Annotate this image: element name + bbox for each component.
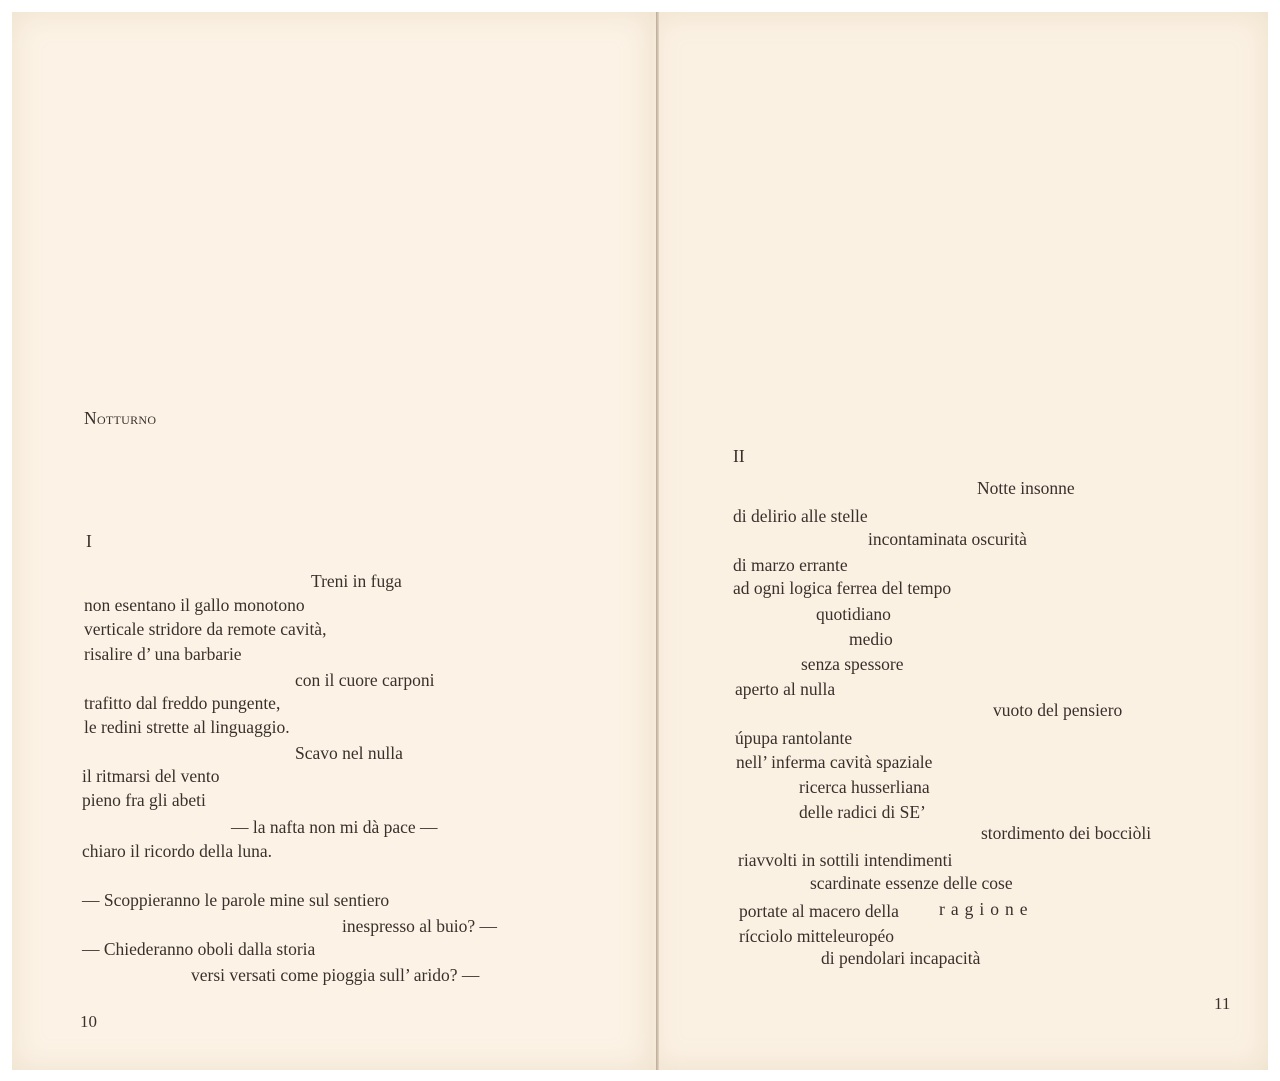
poem-line: ricerca husserliana bbox=[799, 777, 930, 797]
poem-line: inespresso al buio? — bbox=[342, 916, 498, 936]
poem-line: con il cuore carponi bbox=[295, 670, 435, 690]
section-number: I bbox=[86, 531, 92, 551]
poem-line-emphasis: ragione bbox=[939, 899, 1034, 919]
poem-line: trafitto dal freddo pungente, bbox=[84, 693, 281, 713]
page-number: 10 bbox=[80, 1012, 97, 1031]
poem-line: non esentano il gallo monotono bbox=[84, 595, 305, 615]
page-number: 11 bbox=[1214, 994, 1231, 1013]
poem-line: vuoto del pensiero bbox=[993, 700, 1123, 720]
poem-line: di pendolari incapacità bbox=[821, 948, 981, 968]
poem-line: — Chiederanno oboli dalla storia bbox=[82, 939, 316, 959]
poem-line: senza spessore bbox=[801, 654, 904, 674]
poem-line: stordimento dei bocciòli bbox=[981, 823, 1152, 843]
book-gutter bbox=[656, 12, 659, 1070]
poem-line: ad ogni logica ferrea del tempo bbox=[733, 578, 952, 598]
poem-line: Notte insonne bbox=[977, 478, 1075, 498]
poem-line: verticale stridore da remote cavità, bbox=[84, 619, 327, 639]
poem-line: riavvolti in sottili intendimenti bbox=[738, 850, 953, 870]
poem-line: rícciolo mitteleuropéo bbox=[739, 926, 895, 946]
poem-line: versi versati come pioggia sull’ arido? — bbox=[191, 965, 480, 985]
poem-line: incontaminata oscurità bbox=[868, 529, 1027, 549]
poem-line: il ritmarsi del vento bbox=[82, 766, 220, 786]
poem-line: le redini strette al linguaggio. bbox=[84, 717, 290, 737]
poem-line: di marzo errante bbox=[733, 555, 848, 575]
poem-line: medio bbox=[849, 629, 893, 649]
poem-line: nell’ inferma cavità spaziale bbox=[736, 752, 933, 772]
poem-line: delle radici di SE’ bbox=[799, 802, 926, 822]
section-number: II bbox=[733, 446, 745, 466]
poem-line: pieno fra gli abeti bbox=[82, 790, 206, 810]
left-page bbox=[12, 12, 650, 1070]
poem-title: Notturno bbox=[84, 408, 157, 428]
poem-line: portate al macero della bbox=[739, 901, 899, 921]
poem-line: — Scoppieranno le parole mine sul sentiero bbox=[82, 890, 390, 910]
poem-line: di delirio alle stelle bbox=[733, 506, 868, 526]
poem-line: quotidiano bbox=[816, 604, 891, 624]
poem-line: risalire d’ una barbarie bbox=[84, 644, 242, 664]
poem-line: chiaro il ricordo della luna. bbox=[82, 841, 272, 861]
poem-line: aperto al nulla bbox=[735, 679, 836, 699]
poem-line: Treni in fuga bbox=[311, 571, 402, 591]
poem-line: Scavo nel nulla bbox=[295, 743, 403, 763]
poem-line: scardinate essenze delle cose bbox=[810, 873, 1013, 893]
poem-line: úpupa rantolante bbox=[735, 728, 853, 748]
poem-line: — la nafta non mi dà pace — bbox=[231, 817, 438, 837]
